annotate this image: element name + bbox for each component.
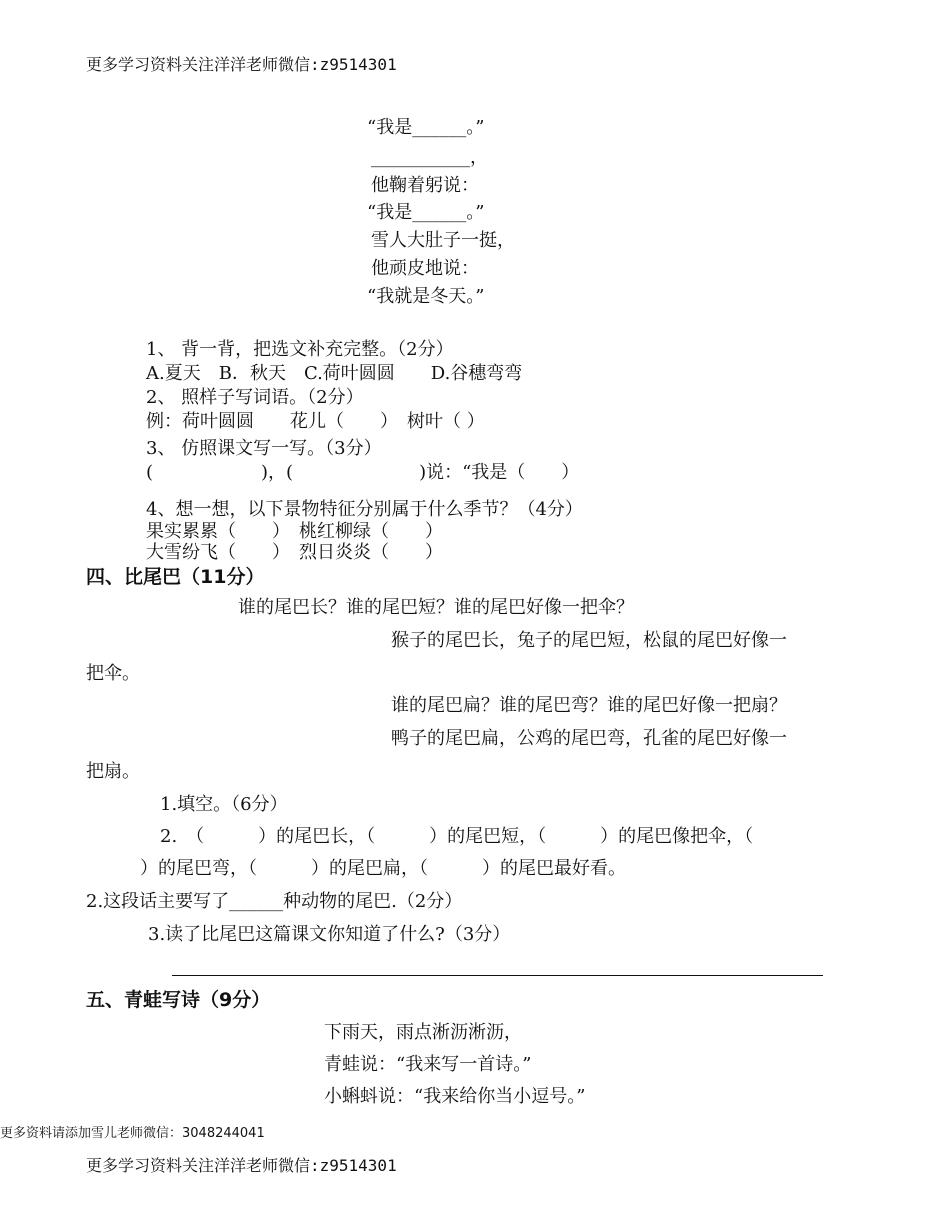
question-3-blanks: ( )，( )说：“我是（ ） [146,462,580,483]
poem-line: ___________， [371,147,488,168]
footer-note: 更多资料请添加雪儿老师微信：3048244041 [0,1126,265,1141]
passage-line: 鸭子的尾巴扁，公鸡的尾巴弯，孔雀的尾巴好像一 [391,728,787,749]
poem-line: “我就是冬天。” [367,286,485,307]
poem-line: 他鞠着躬说： [371,175,479,196]
passage-line: 谁的尾巴扁？谁的尾巴弯？谁的尾巴好像一把扇？ [391,695,787,716]
question-4: 4、想一想，以下景物特征分别属于什么季节？（4分） [146,499,583,520]
section-4-title: 四、比尾巴（11分） [86,566,265,588]
poem-line: 小蝌蚪说：“我来给你当小逗号。” [324,1086,586,1107]
poem-line: 雪人大肚子一挺， [371,230,515,251]
question-2: 2.这段话主要写了______种动物的尾巴.（2分） [86,891,463,912]
answer-line [172,975,823,976]
poem-line: 下雨天，雨点淅沥淅沥， [324,1022,522,1043]
question-1-options: A.夏天 B．秋天 C.荷叶圆圆 D.谷穗弯弯 [146,363,523,384]
question-1: 1、 背一背，把选文补充完整。（2分） [146,339,454,360]
question-3: 3、 仿照课文写一写。（3分） [146,438,382,459]
passage-line: 谁的尾巴长？谁的尾巴短？谁的尾巴好像一把伞？ [238,597,634,618]
poem-line: 青蛙说：“我来写一首诗。” [324,1054,532,1075]
question-1-line: ）的尾巴弯，（ ）的尾巴扁，（ ）的尾巴最好看。 [140,858,626,879]
question-1-line: 2. （ ）的尾巴长，（ ）的尾巴短，（ ）的尾巴像把伞，（ [160,826,754,847]
footer-text: 更多学习资料关注洋洋老师微信:z9514301 [86,1156,397,1175]
header-text: 更多学习资料关注洋洋老师微信:z9514301 [86,55,397,74]
passage-line: 猴子的尾巴长，兔子的尾巴短，松鼠的尾巴好像一 [391,630,787,651]
question-1: 1.填空。（6分） [160,794,288,815]
poem-line: “我是______。” [367,202,485,223]
poem-line: 他顽皮地说： [371,258,479,279]
passage-line: 把扇。 [86,761,140,782]
question-4-row: 果实累累（ ） 桃红柳绿（ ） [146,521,443,542]
question-3: 3.读了比尾巴这篇课文你知道了什么?（3分） [148,924,511,945]
passage-line: 把伞。 [86,663,140,684]
question-2: 2、 照样子写词语。（2分） [146,387,364,408]
section-5-title: 五、青蛙写诗（9分） [86,989,271,1011]
question-4-row: 大雪纷飞（ ） 烈日炎炎（ ） [146,542,443,563]
question-2-example: 例：荷叶圆圆 花儿（ ） 树叶（ ） [146,411,485,432]
poem-line: “我是______。” [367,117,485,138]
